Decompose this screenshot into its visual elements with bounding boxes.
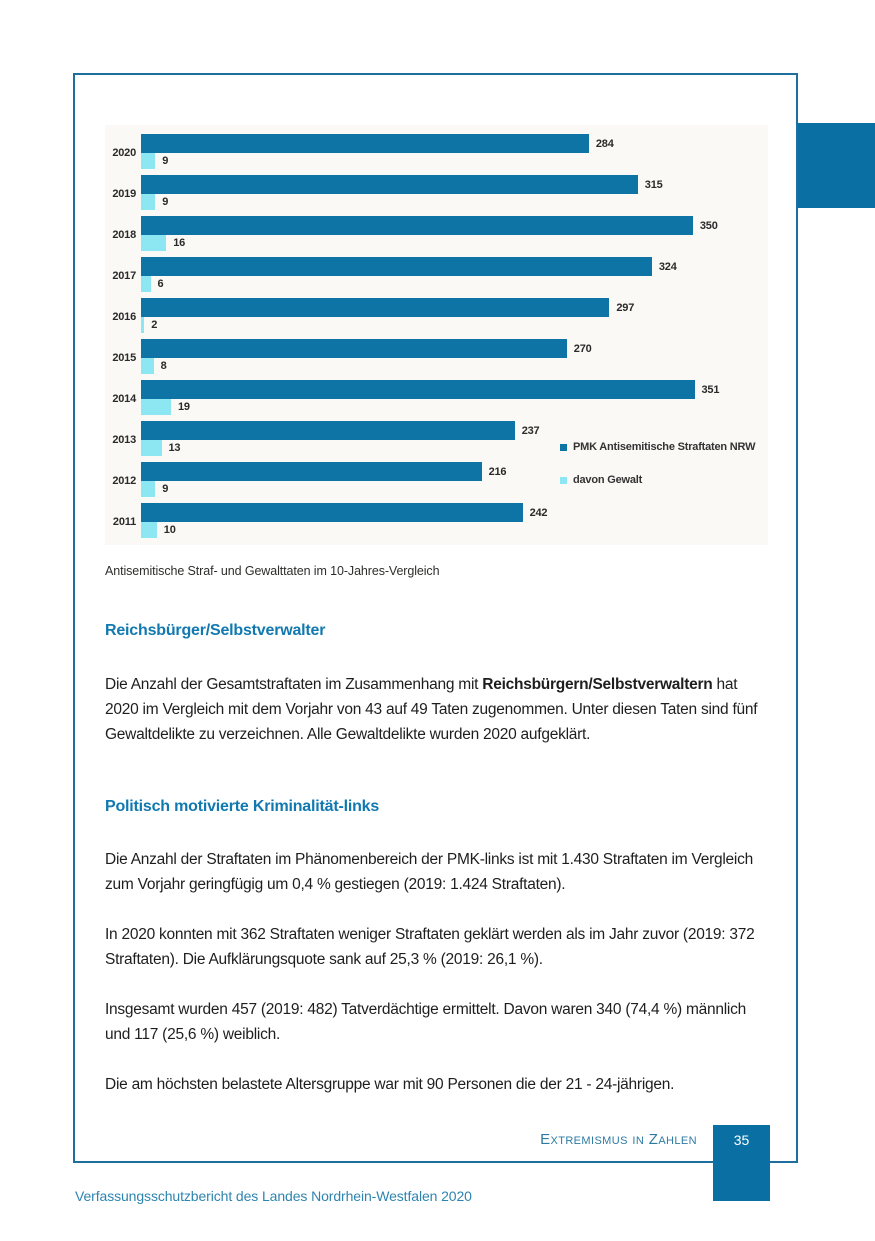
year-label: 2015: [112, 352, 136, 364]
legend-label-gewalt: davon Gewalt: [573, 474, 643, 486]
bar-gewalt: [141, 194, 155, 210]
value-label: 315: [644, 178, 663, 191]
bar-straftaten: [141, 380, 695, 399]
paragraph-bold-text: Reichsbürgern/Selbstverwaltern: [482, 676, 713, 693]
bar-straftaten: [141, 298, 609, 317]
value-label: 8: [160, 360, 167, 372]
chart-row-2018: [105, 216, 768, 257]
bar-straftaten: [141, 134, 589, 153]
bar-gewalt: [141, 522, 157, 538]
bar-line: [141, 235, 768, 251]
year-label: 2020: [112, 147, 136, 159]
value-label: 10: [163, 524, 176, 536]
bar-gewalt: [141, 481, 155, 497]
year-label: 2017: [112, 270, 136, 282]
chapter-side-tab: [798, 123, 875, 208]
bar-line: [141, 339, 768, 358]
year-label: 2016: [112, 311, 136, 323]
page-number: 35: [733, 1132, 750, 1148]
value-label: 350: [699, 219, 718, 232]
value-label: 19: [178, 401, 190, 413]
bar-line: [141, 153, 768, 169]
bar-line: [141, 522, 768, 538]
value-label: 9: [162, 196, 169, 208]
bar-gewalt: [141, 358, 154, 374]
chart-row-2016: [105, 298, 768, 339]
bar-straftaten: [141, 339, 567, 358]
chart-row-2020: [105, 134, 768, 175]
chart-row-2015: [105, 339, 768, 380]
chart-row-2011: [105, 503, 768, 544]
paragraph-text: Die Anzahl der Gesamtstraftaten im Zusammenhang mit: [105, 676, 483, 693]
bar-straftaten: [141, 216, 693, 235]
bar-straftaten: [141, 175, 638, 194]
value-label: 237: [521, 424, 540, 437]
document-footer-title: Verfassungsschutzbericht des Landes Nordrhein-Westfalen 2020: [75, 1188, 472, 1204]
value-label: 2: [151, 319, 158, 331]
chart-row-2014: [105, 380, 768, 421]
bar-line: [141, 298, 768, 317]
legend-swatch-straftaten-icon: [560, 444, 567, 451]
bar-gewalt: [141, 153, 155, 169]
value-label: 13: [168, 442, 181, 454]
bar-line: [141, 380, 768, 399]
chart-legend: [560, 441, 755, 507]
chart-caption: Antisemitische Straf- und Gewalttaten im 10-Jahres-Vergleich: [105, 564, 440, 578]
bar-line: [141, 276, 768, 292]
value-label: 284: [595, 137, 614, 150]
year-label: 2011: [112, 516, 136, 528]
section-heading-pmk-links: Politisch motivierte Kriminalität-links: [105, 798, 380, 815]
bar-straftaten: [141, 257, 652, 276]
year-label: 2013: [112, 434, 136, 446]
paragraph-text: hat 2020 im Vergleich mit dem Vorjahr von 43 auf 49 Taten zugenommen. Unter diesen Taten sind fünf Gewaltdelikte zu verzeichnen. Alle Gewaltdelikte wurden 2020 aufgeklärt.: [105, 676, 758, 743]
value-label: 216: [488, 465, 507, 478]
bar-gewalt: [141, 235, 166, 251]
year-label: 2019: [112, 188, 136, 200]
legend-swatch-gewalt-icon: [560, 477, 567, 484]
paragraph-pmk-links-1: Die Anzahl der Straftaten im Phänomenbereich der PMK-links ist mit 1.430 Straftaten im Vergleich zum Vorjahr geringfügig um 0,4 % gestiegen (2019: 1.424 Straftaten).: [105, 851, 753, 893]
value-label: 297: [616, 301, 635, 314]
bar-gewalt: [141, 399, 171, 415]
bar-line: [141, 399, 768, 415]
value-label: 270: [573, 342, 592, 355]
footer-section-label: Extremismus in Zahlen: [540, 1131, 697, 1148]
paragraph-pmk-links-2: In 2020 konnten mit 362 Straftaten weniger Straftaten geklärt werden als im Jahr zuvor (2019: 372 Straftaten). Die Aufklärungsquote sank auf 25,3 % (2019: 26,1 %).: [105, 926, 755, 968]
value-label: 351: [701, 383, 720, 396]
value-label: 324: [658, 260, 677, 273]
chart-row-2019: [105, 175, 768, 216]
bar-straftaten: [141, 503, 523, 522]
bar-chart: [105, 125, 768, 545]
legend-item-straftaten: [560, 441, 755, 453]
bar-line: [141, 317, 768, 333]
bar-line: [141, 421, 768, 440]
value-label: 9: [162, 155, 169, 167]
paragraph-pmk-links-3: Insgesamt wurden 457 (2019: 482) Tatverdächtige ermittelt. Davon waren 340 (74,4 %) männlich und 117 (25,6 %) weiblich.: [105, 1001, 746, 1043]
bar-gewalt: [141, 276, 151, 292]
bar-gewalt: [141, 440, 162, 456]
year-label: 2018: [112, 229, 136, 241]
chart-row-2017: [105, 257, 768, 298]
value-label: 242: [529, 506, 548, 519]
section-heading-reichsbuerger: Reichsbürger/Selbstverwalter: [105, 622, 326, 639]
value-label: 9: [162, 483, 169, 495]
bar-line: [141, 134, 768, 153]
bar-line: [141, 257, 768, 276]
bar-line: [141, 194, 768, 210]
legend-item-gewalt: [560, 474, 755, 486]
value-label: 6: [157, 278, 164, 290]
bar-straftaten: [141, 462, 482, 481]
year-label: 2014: [112, 393, 136, 405]
bar-gewalt: [141, 317, 144, 333]
bar-line: [141, 175, 768, 194]
year-label: 2012: [112, 475, 136, 487]
value-label: 16: [173, 237, 186, 249]
bar-line: [141, 216, 768, 235]
bar-straftaten: [141, 421, 515, 440]
paragraph-reichsbuerger: [105, 672, 768, 747]
paragraph-pmk-links-4: Die am höchsten belastete Altersgruppe war mit 90 Personen die der 21 - 24-jährigen.: [105, 1076, 675, 1093]
page-number-box: [713, 1125, 770, 1201]
bar-line: [141, 358, 768, 374]
legend-label-straftaten: PMK Antisemitische Straftaten NRW: [573, 441, 756, 453]
